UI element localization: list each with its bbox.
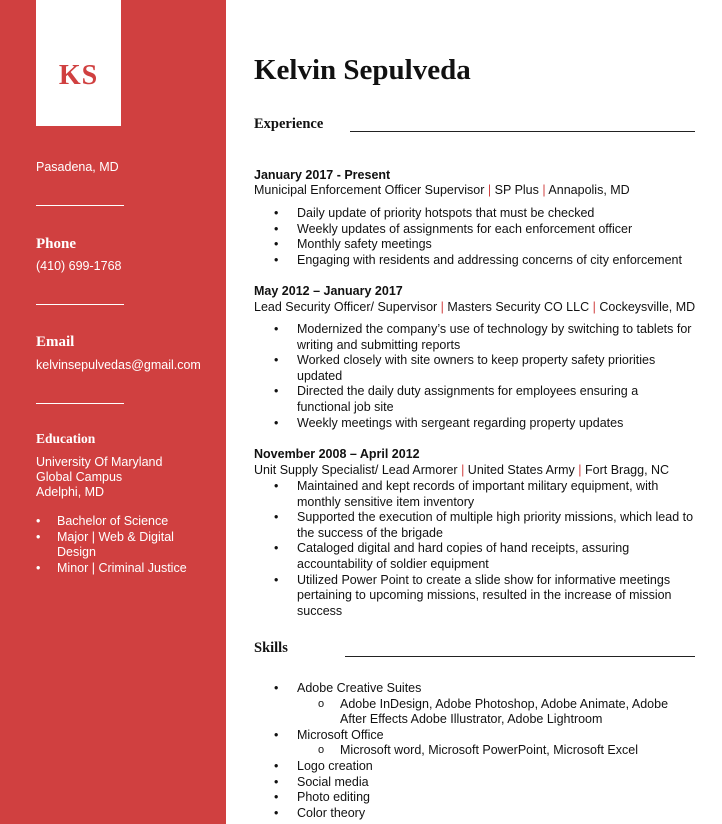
bullet-item: • Directed the daily duty assignments for employees ensuring a functional job site xyxy=(254,384,695,415)
email-heading: Email xyxy=(36,334,75,350)
skill-item: • Photo editing xyxy=(254,790,695,806)
job-bullets xyxy=(254,322,695,431)
monogram-badge xyxy=(36,0,121,126)
section-rule xyxy=(350,131,695,132)
school-name: University Of Maryland xyxy=(36,455,163,469)
job-title-line xyxy=(254,300,695,314)
skill-subitem: o Microsoft word, Microsoft PowerPoint, Microsoft Excel xyxy=(254,743,695,759)
bullet-item: • Worked closely with site owners to keep property safety priorities updated xyxy=(254,353,695,384)
sidebar xyxy=(0,0,226,824)
job-title-line xyxy=(254,183,630,197)
bullet-item: • Monthly safety meetings xyxy=(254,237,695,253)
degree-list xyxy=(36,514,206,577)
separator: | xyxy=(592,300,596,314)
job-role: Lead Security Officer/ Supervisor xyxy=(254,300,438,314)
job-company: United States Army xyxy=(467,463,575,477)
bullet-item: • Engaging with residents and addressing concerns of city enforcement xyxy=(254,253,695,269)
skills-list xyxy=(254,681,695,821)
degree-item: • Minor | Criminal Justice xyxy=(36,561,206,576)
bullet-item: • Maintained and kept records of important military equipment, with monthly sensitive item inventory xyxy=(254,479,695,510)
job-company: Masters Security CO LLC xyxy=(447,300,590,314)
job-title-line xyxy=(254,463,669,477)
job-location: Cockeysville, MD xyxy=(599,300,696,314)
separator: | xyxy=(542,183,546,197)
monogram-text: KS xyxy=(58,60,99,91)
separator: | xyxy=(461,463,465,477)
school-location: Adelphi, MD xyxy=(36,485,105,499)
bullet-item: • Supported the execution of multiple high priority missions, which lead to the success of the brigade xyxy=(254,510,695,541)
job-company: SP Plus xyxy=(494,183,539,197)
bullet-item: • Utilized Power Point to create a slide show for informative meetings pertaining to upcoming missions, resulted in the increase of mission success xyxy=(254,573,695,620)
full-name: Kelvin Sepulveda xyxy=(254,54,471,86)
job-role: Unit Supply Specialist/ Lead Armorer xyxy=(254,463,458,477)
experience-heading: Experience xyxy=(254,116,324,132)
email-address: kelvinsepulvedas@gmail.com xyxy=(36,358,201,372)
bullet-item: • Daily update of priority hotspots that must be checked xyxy=(254,206,695,222)
sidebar-divider xyxy=(36,304,124,305)
school-campus: Global Campus xyxy=(36,470,123,484)
job-location: Fort Bragg, NC xyxy=(585,463,670,477)
separator: | xyxy=(487,183,492,197)
bullet-item: • Modernized the company’s use of technology by switching to tablets for writing and submitting reports xyxy=(254,322,695,353)
skill-item: • Social media xyxy=(254,775,695,791)
separator: | xyxy=(440,300,444,314)
skill-item: • Adobe Creative Suites xyxy=(254,681,695,697)
skill-subitem: o Adobe InDesign, Adobe Photoshop, Adobe Animate, Adobe After Effects Adobe Illustrator, Adobe Lightroom xyxy=(254,697,695,728)
job-bullets xyxy=(254,479,695,619)
sidebar-divider xyxy=(36,403,124,404)
skills-heading: Skills xyxy=(254,640,288,656)
degree-item: • Bachelor of Science xyxy=(36,514,206,529)
phone-heading: Phone xyxy=(36,236,77,252)
job-date: November 2008 – April 2012 xyxy=(254,447,420,461)
job-date: May 2012 – January 2017 xyxy=(254,284,403,298)
bullet-item: • Cataloged digital and hard copies of hand receipts, assuring accountability of soldier equipment xyxy=(254,541,695,572)
separator: | xyxy=(578,463,582,477)
skill-item: • Logo creation xyxy=(254,759,695,775)
bullet-item: • Weekly updates of assignments for each enforcement officer xyxy=(254,222,695,238)
job-date: January 2017 - Present xyxy=(254,168,391,182)
job-role: Municipal Enforcement Officer Supervisor xyxy=(254,183,485,197)
skill-item: • Color theory xyxy=(254,806,695,822)
degree-item: • Major | Web & Digital Design xyxy=(36,530,206,560)
bullet-item: • Weekly meetings with sergeant regarding property updates xyxy=(254,416,695,432)
job-location: Annapolis, MD xyxy=(548,183,630,197)
sidebar-divider xyxy=(36,205,124,206)
location-text: Pasadena, MD xyxy=(36,160,119,174)
phone-number: (410) 699-1768 xyxy=(36,259,122,273)
job-bullets xyxy=(254,206,695,268)
education-heading: Education xyxy=(36,431,96,446)
section-rule xyxy=(345,656,695,657)
skill-item: • Microsoft Office xyxy=(254,728,695,744)
